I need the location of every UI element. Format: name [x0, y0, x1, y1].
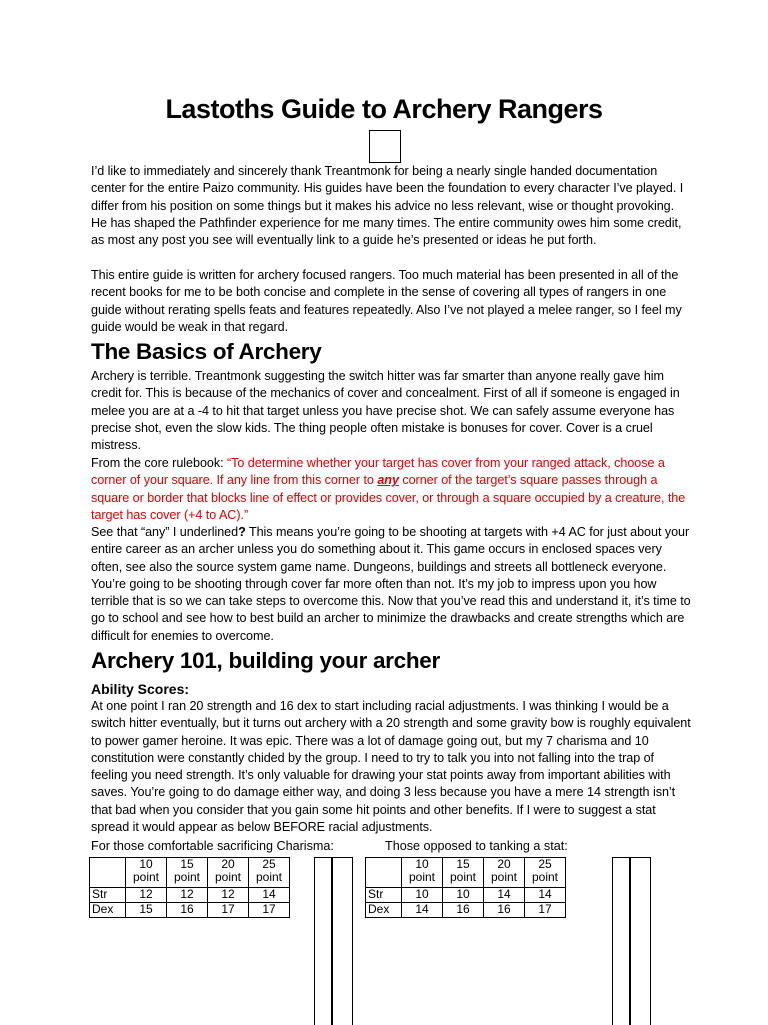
- table-cell: 14: [484, 888, 525, 903]
- table-header-cell: 15 point: [443, 858, 484, 888]
- basics-heading: The Basics of Archery: [91, 339, 322, 364]
- right-stats-table: [365, 857, 566, 918]
- row-label: Dex: [366, 903, 402, 918]
- table-cell: 16: [167, 903, 208, 918]
- table-header-cell: 20 point: [484, 858, 525, 888]
- table-header-cell: 10 point: [402, 858, 443, 888]
- left-stats-table: [89, 857, 290, 918]
- table-row: [366, 888, 566, 903]
- basics-paragraph-3: [91, 524, 691, 645]
- basics-paragraph-3-body: This means you’re going to be shooting at targets with +4 AC for just about your entire career as an archer unless you do something about it. This game occurs in enclosed spaces very often, see also the source system game name. Dungeons, buildings and streets all bottleneck everyone. You’re going to be shooting through cover far more often than not. It’s my job to impress upon you how terrible that is so we can take steps to overcome this. Now that you’ve read this and understand it, it’s time to go to school and see how to best build an archer to minimize the drawbacks and create strengths which are difficult for enemies to overcome.: [91, 525, 691, 643]
- table-row: [90, 903, 290, 918]
- table-cell: 14: [525, 888, 566, 903]
- table-cell: 15: [126, 903, 167, 918]
- table-corner-cell: [90, 858, 126, 888]
- table-row: [366, 903, 566, 918]
- core-rulebook-quote: [91, 455, 691, 524]
- row-label: Str: [90, 888, 126, 903]
- table-cell: 14: [249, 888, 290, 903]
- row-label: Dex: [90, 903, 126, 918]
- underline-remark: See that “any” I underlined: [91, 525, 239, 539]
- ability-scores-subheading: Ability Scores:: [91, 681, 190, 697]
- table-cell: 12: [167, 888, 208, 903]
- table-cell: 16: [484, 903, 525, 918]
- table-cell: 17: [249, 903, 290, 918]
- table-empty-column: [629, 857, 651, 1025]
- row-label: Str: [366, 888, 402, 903]
- basics-paragraph-1: Archery is terrible. Treantmonk suggesting the switch hitter was far smarter than anyone really gave him credit for. This is because of the mechanics of cover and concealment. First of all if someone is engaged in melee you are at a -4 to hit that target unless you have precise shot. We can safely assume everyone has precise shot, even the slow kids. The thing people often mistake is bonuses for cover. Cover is a cruel mistress.: [91, 369, 680, 453]
- table-corner-cell: [366, 858, 402, 888]
- table-header-row: [366, 858, 566, 888]
- intro-paragraph-1: I’d like to immediately and sincerely thank Treantmonk for being a nearly single handed documentation center for the entire Paizo community. His guides have been the foundation to every character I’ve played. I differ from his position on some things but it makes his advice no less relevant, wise or thought provoking. He has shaped the Pathfinder experience for me many times. The entire community owes him some credit, as most any post you see will eventually link to a guide he’s presented or ideas he put forth.: [91, 164, 684, 248]
- table-cell: 17: [525, 903, 566, 918]
- table-header-cell: 20 point: [208, 858, 249, 888]
- quote-lead: From the core rulebook:: [91, 456, 227, 470]
- table-cell: 17: [208, 903, 249, 918]
- table-row: [90, 888, 290, 903]
- intro-paragraph-2: This entire guide is written for archery focused rangers. Too much material has been presented in all of the recent books for me to be both concise and complete in the sense of covering all types of rangers in one guide without rerating spells feats and features repeatedly. Also I’ve not played a melee ranger, so I feel my guide would be weak in that regard.: [91, 268, 682, 334]
- table-cell: 14: [402, 903, 443, 918]
- table-header-cell: 25 point: [249, 858, 290, 888]
- page-title: Lastoths Guide to Archery Rangers: [165, 94, 603, 124]
- ability-scores-paragraph: At one point I ran 20 strength and 16 dex to start including racial adjustments. I was thinking I would be a switch hitter eventually, but it turns out archery with a 20 strength and some gravity bow is roughly equivalent to power gamer heroine. It was epic. There was a lot of damage going out, but my 7 charisma and 10 constitution were constantly chided by the group. I need to try to talk you into not falling into the trap of feeling you need strength. It’s only valuable for drawing your stat points away from important abilities with saves. You’re going to do damage either way, and doing 3 less because you have a mere 14 strength isn’t that bad when you consider that you gain some hit points and other benefits. If I were to suggest a stat spread it would appear as below BEFORE racial adjustments.: [91, 699, 691, 835]
- table-cell: 12: [208, 888, 249, 903]
- table-header-cell: 15 point: [167, 858, 208, 888]
- archery-101-heading: Archery 101, building your archer: [91, 648, 440, 673]
- quote-text-a: “To determine whether your target has cover from your ranged attack, choose a corner of your square. If any line from this corner to: [91, 456, 665, 488]
- table-cell: 12: [126, 888, 167, 903]
- table-header-row: [90, 858, 290, 888]
- empty-box: [369, 130, 401, 163]
- right-table-caption: Those opposed to tanking a stat:: [385, 839, 568, 853]
- question-mark: ?: [238, 525, 246, 539]
- quote-emphasis: any: [377, 473, 399, 488]
- table-header-cell: 25 point: [525, 858, 566, 888]
- left-table-caption: For those comfortable sacrificing Charisma:: [91, 839, 334, 853]
- table-cell: 16: [443, 903, 484, 918]
- table-empty-column: [331, 857, 353, 1025]
- table-cell: 10: [443, 888, 484, 903]
- quote-text-b: corner of the target’s square passes through a square or border that blocks line of effect or provides cover, or through a square occupied by a creature, the target has cover (+4 to AC).”: [91, 473, 686, 522]
- table-cell: 10: [402, 888, 443, 903]
- table-header-cell: 10 point: [126, 858, 167, 888]
